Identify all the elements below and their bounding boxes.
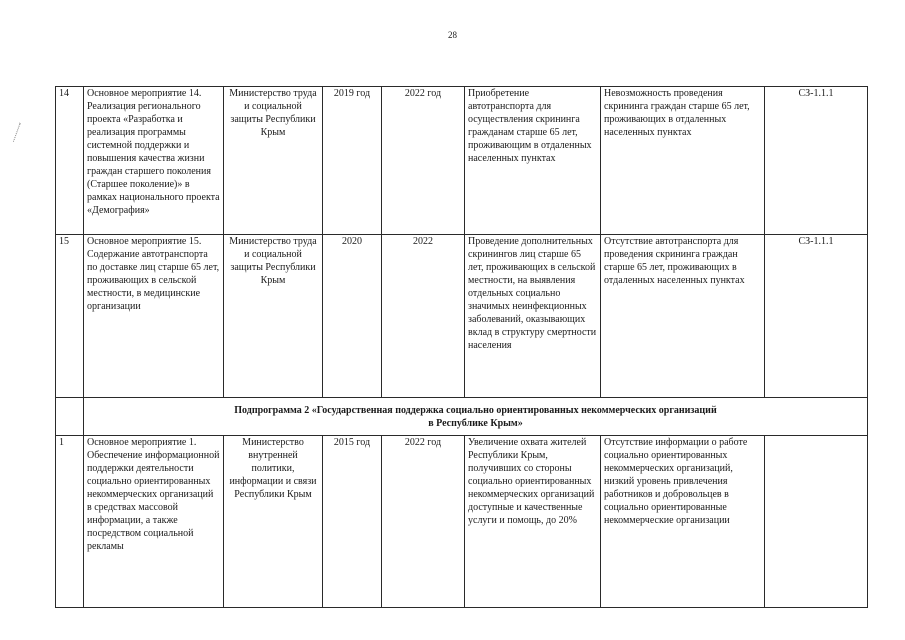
- end-year-cell: 2022 год: [382, 87, 465, 235]
- activities-table: [55, 86, 868, 608]
- end-year-cell: 2022: [382, 235, 465, 398]
- row-number: 15: [56, 235, 84, 398]
- page-number: 28: [448, 30, 457, 40]
- consequence-cell: Невозможность проведения скрининга граждан старше 65 лет, проживающих в отдаленных населенных пунктах: [601, 87, 765, 235]
- consequence-cell: Отсутствие автотранспорта для проведения скрининга граждан старше 65 лет, проживающих в отдаленных населенных пунктах: [601, 235, 765, 398]
- expected-result-cell: Проведение дополнительных скринингов лиц старше 65 лет, проживающих в сельской местности, на выявления отдельных социально значимых неинфекционных заболеваний, оказывающих вклад в структуру смертности населения: [465, 235, 601, 398]
- activity-cell: Основное мероприятие 15. Содержание автотранспорта по доставке лиц старше 65 лет, проживающих в сельской местности, в медицинские организации: [84, 235, 224, 398]
- table-row: [56, 235, 868, 398]
- scan-edge-mark: [13, 123, 30, 146]
- start-year-cell: 2015 год: [323, 436, 382, 608]
- responsible-cell: Министерство труда и социальной защиты Республики Крым: [224, 87, 323, 235]
- responsible-cell: Министерство труда и социальной защиты Республики Крым: [224, 235, 323, 398]
- responsible-cell: Министерство внутренней политики, информации и связи Республики Крым: [224, 436, 323, 608]
- table-row: [56, 87, 868, 235]
- row-number: 14: [56, 87, 84, 235]
- activity-cell: Основное мероприятие 1. Обеспечение информационной поддержки деятельности социально ориентированных некоммерческих организаций в средствах массовой информации, а также посредством социальной рекламы: [84, 436, 224, 608]
- subprogram-title-line1: Подпрограмма 2 «Государственная поддержка социально ориентированных некоммерческих организаций: [234, 404, 717, 416]
- activity-cell: Основное мероприятие 14. Реализация регионального проекта «Разработка и реализация программы системной поддержки и повышения качества жизни граждан старшего поколения (Старшее поколение)» в рамках национального проекта «Демография»: [84, 87, 224, 235]
- consequence-cell: Отсутствие информации о работе социально ориентированных некоммерческих организаций, низкий уровень привлечения работников и добровольцев в социально ориентированные некоммерческие организации: [601, 436, 765, 608]
- indicator-code-cell: [765, 436, 868, 608]
- start-year-cell: 2019 год: [323, 87, 382, 235]
- end-year-cell: 2022 год: [382, 436, 465, 608]
- expected-result-cell: Увеличение охвата жителей Республики Крым, получивших со стороны социально ориентированных некоммерческих организаций доступные и качественные услуги и помощь, до 20%: [465, 436, 601, 608]
- subprogram-row: [56, 398, 868, 436]
- subprogram-empty-cell: [56, 398, 84, 436]
- subprogram-title-line2: в Республике Крым»: [428, 417, 523, 429]
- table-row: [56, 436, 868, 608]
- row-number: 1: [56, 436, 84, 608]
- subprogram-heading: [84, 398, 868, 436]
- indicator-code-cell: СЗ-1.1.1: [765, 235, 868, 398]
- expected-result-cell: Приобретение автотранспорта для осуществления скрининга гражданам старше 65 лет, проживающим в отдаленных населенных пунктах: [465, 87, 601, 235]
- start-year-cell: 2020: [323, 235, 382, 398]
- indicator-code-cell: СЗ-1.1.1: [765, 87, 868, 235]
